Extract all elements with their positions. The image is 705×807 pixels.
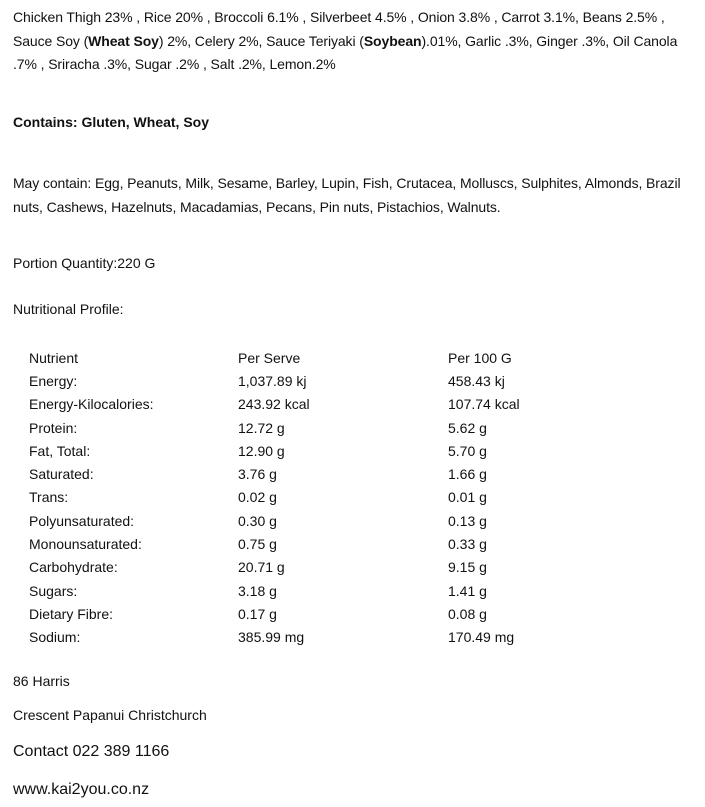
ingredients-allergen-soybean: Soybean: [363, 32, 422, 49]
per-100g-value: 0.08 g: [448, 605, 487, 622]
nutrient-name: Carbohydrate:: [29, 559, 118, 576]
nutrient-name: Trans:: [29, 489, 69, 506]
per-100g-value: 5.70 g: [448, 442, 487, 459]
per-100g-value: 5.62 g: [448, 419, 487, 436]
nutrient-name: Monounsaturated:: [29, 536, 142, 553]
per-serve-value: 0.30 g: [238, 512, 277, 529]
nutrient-name: Polyunsaturated:: [29, 512, 135, 529]
per-100g-value: 9.15 g: [448, 559, 487, 576]
per-100g-value: 1.66 g: [448, 466, 487, 483]
per-serve-value: 12.72 g: [238, 419, 285, 436]
table-row: [29, 486, 598, 509]
nutrient-name: Energy-Kilocalories:: [29, 396, 154, 413]
per-100g-value: 1.41 g: [448, 582, 487, 599]
ingredients-text-1: Chicken Thigh 23% , Rice 20% , Broccoli 6.1% , Silverbeet 4.5% , Onion 3.8% , Carrot 3.1%, Beans 2.5% , Sauce Soy (: [13, 9, 665, 49]
table-row: [29, 439, 598, 462]
address-line-2: Crescent Papanui Christchurch: [13, 707, 207, 723]
per-100g-value: 107.74 kcal: [448, 396, 520, 413]
nutrient-name: Saturated:: [29, 466, 94, 483]
nutrient-name: Protein:: [29, 419, 78, 436]
per-serve-value: 243.92 kcal: [238, 396, 310, 413]
table-row: [29, 556, 598, 579]
per-serve-value: 0.02 g: [238, 489, 277, 506]
per-serve-value: 3.76 g: [238, 466, 277, 483]
table-row: [29, 626, 598, 649]
nutrient-name: Sodium:: [29, 629, 81, 646]
per-100g-value: 458.43 kj: [448, 372, 505, 389]
table-row: [29, 532, 598, 555]
portion-quantity: Portion Quantity:220 G: [13, 255, 156, 271]
table-row: [29, 579, 598, 602]
nutrition-header-row: [29, 346, 598, 369]
per-100g-value: 0.33 g: [448, 536, 487, 553]
contact-phone: Contact 022 389 1166: [13, 743, 170, 760]
ingredients-list: [13, 6, 697, 77]
table-row: [29, 416, 598, 439]
nutrient-name: Energy:: [29, 372, 78, 389]
per-serve-value: 12.90 g: [238, 442, 285, 459]
per-100g-value: 170.49 mg: [448, 629, 515, 646]
per-serve-value: 3.18 g: [238, 582, 277, 599]
nutritional-profile-title: Nutritional Profile:: [13, 301, 124, 317]
table-row: [29, 369, 598, 392]
ingredients-allergen-wheat-soy: Wheat Soy: [88, 32, 159, 49]
table-row: [29, 602, 598, 625]
nutrient-name: Sugars:: [29, 582, 78, 599]
nutrition-rows: [29, 369, 598, 649]
header-nutrient: Nutrient: [29, 349, 79, 366]
ingredients-text-2: ) 2%, Celery 2%, Sauce Teriyaki (: [158, 32, 364, 49]
table-row: [29, 509, 598, 532]
nutrient-name: Fat, Total:: [29, 442, 91, 459]
table-row: [29, 462, 598, 485]
nutrient-name: Dietary Fibre:: [29, 605, 114, 622]
address-line-1: 86 Harris: [13, 673, 70, 689]
per-serve-value: 0.17 g: [238, 605, 277, 622]
nutrition-table: [29, 346, 598, 649]
table-row: [29, 393, 598, 416]
per-serve-value: 385.99 mg: [238, 629, 305, 646]
per-serve-value: 1,037.89 kj: [238, 372, 307, 389]
header-per-100g: Per 100 G: [448, 349, 512, 366]
per-100g-value: 0.13 g: [448, 512, 487, 529]
may-contain-allergens: May contain: Egg, Peanuts, Milk, Sesame, Barley, Lupin, Fish, Crutacea, Molluscs, Sulphites, Almonds, Brazil nuts, Cashews, Hazelnuts, Macadamias, Pecans, Pin nuts, Pistachios, Walnuts.: [13, 175, 681, 215]
per-serve-value: 20.71 g: [238, 559, 285, 576]
website-url: www.kai2you.co.nz: [13, 781, 150, 798]
header-per-serve: Per Serve: [238, 349, 301, 366]
contains-allergens: Contains: Gluten, Wheat, Soy: [13, 114, 210, 130]
product-info-page: [13, 6, 697, 798]
per-serve-value: 0.75 g: [238, 536, 277, 553]
ingredients-text-3: ).01%, Garlic .3%, Ginger .3%, Oil Canola .7% , Sriracha .3%, Sugar .2% , Salt .2%, Lemon.2%: [13, 32, 678, 72]
per-100g-value: 0.01 g: [448, 489, 487, 506]
